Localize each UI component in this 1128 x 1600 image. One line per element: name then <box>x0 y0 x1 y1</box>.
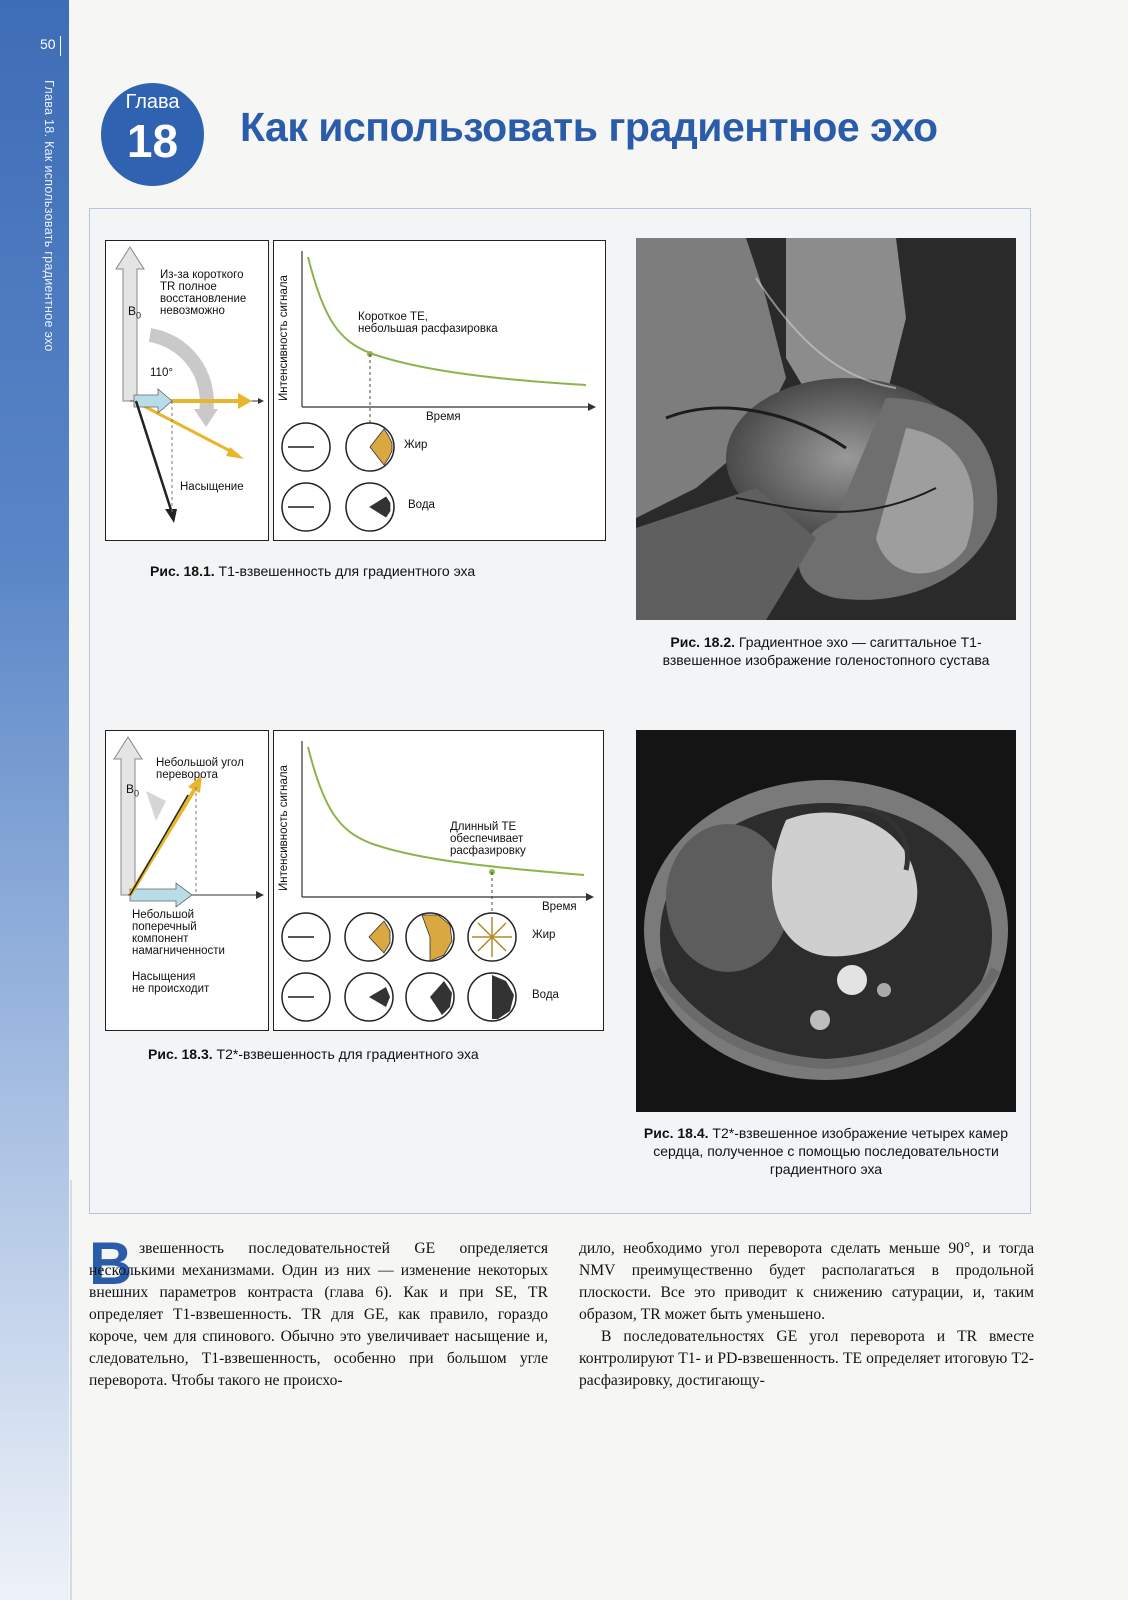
fig1-xlabel: Время <box>426 411 461 423</box>
fig1-b0-label: $B_0$ <box>128 304 142 321</box>
running-head: Глава 18. Как использовать градиентное эхо <box>42 80 56 352</box>
body-column-2 <box>579 1238 1034 1392</box>
fig1-vector-diagram <box>105 240 269 541</box>
fig1-ylabel: Интенсивность сигнала <box>278 275 290 401</box>
fig3-fat-label: Жир <box>532 929 556 941</box>
chapter-badge <box>101 83 204 186</box>
fig3-te-note: Длинный ТЕ обеспечивает расфазировку <box>450 821 526 857</box>
body-column-2-paragraph-1: дило, необходимо угол переворота сделать меньше 90°, и тогда NMV преимущественно будет располагаться в продольной плоскости. Все это приводит к снижению сатурации, и, таким образом, TR может быть уменьшено. <box>579 1240 1034 1323</box>
fig3-ylabel: Интенсивность сигнала <box>278 765 290 891</box>
fig3-transverse-note: Небольшой поперечный компонент намагниченности <box>132 909 225 957</box>
dropcap: В <box>89 1230 133 1297</box>
spine-line <box>70 1180 72 1600</box>
fig1-saturation-label: Насыщение <box>180 481 244 493</box>
fig3-no-saturation-note: Насыщения не происходит <box>132 971 210 995</box>
fig3-caption: Рис. 18.3. Т2*-взвешенность для градиентного эха <box>148 1046 479 1062</box>
fig1-angle-label: 110° <box>150 367 173 379</box>
fig2-mri-drawing <box>636 238 1016 620</box>
fig1-short-tr-note: Из-за короткого TR полное восстановление невозможно <box>160 269 247 317</box>
fig3-small-flip-note: Небольшой угол переворота <box>156 757 244 781</box>
fig4-cardiac-mri-image <box>636 730 1016 1112</box>
fig3-signal-svg <box>274 731 603 1030</box>
body-column-2-paragraph-2: В последовательностях GE угол переворота и TR вместе контролируют Т1- и PD-взвешенность. ТЕ определяет итоговую Т2-расфазировку, достигающу- <box>579 1328 1034 1389</box>
chapter-title: Как использовать градиентное эхо <box>240 104 938 150</box>
fig3-vector-diagram <box>105 730 269 1031</box>
chapter-label: Глава <box>125 91 180 113</box>
fig1-signal-diagram <box>273 240 606 541</box>
fig2-ankle-mri-image <box>636 238 1016 620</box>
page-number-rule <box>60 36 61 56</box>
fig1-fat-label: Жир <box>404 439 428 451</box>
fig2-caption: Рис. 18.2. Градиентное эхо — сагиттальное Т1-взвешенное изображение голеностопного сустава <box>662 634 990 668</box>
sidebar-band <box>0 0 69 1600</box>
chapter-number: 18 <box>126 115 179 167</box>
fig3-xlabel: Время <box>542 901 577 913</box>
fig4-mri-drawing <box>636 730 1016 1112</box>
fig1-water-label: Вода <box>408 499 435 511</box>
fig1-caption: Рис. 18.1. Т1-взвешенность для градиентного эха <box>150 563 476 579</box>
fig3-b0-label: $B_0$ <box>126 782 140 799</box>
fig4-caption: Рис. 18.4. Т2*-взвешенное изображение четырех камер сердца, полученное с помощью последовательности градиентного эха <box>643 1125 1009 1177</box>
page-number: 50 <box>40 36 56 52</box>
fig3-signal-diagram <box>273 730 604 1031</box>
body-column-1: звешенность последовательностей GE определяется несколькими механизмами. Один из них — изменение некоторых внешних параметров контраста (глава 6). Как и при SE, TR определяет Т1-взвешенность. TR для GE, как правило, гораздо короче, чем для спинового. Обычно это увеличивает насыщение и, следовательно, Т1-взвешенность, особенно при большом угле переворота. Чтобы такого не происхо- <box>89 1240 548 1389</box>
fig1-te-note: Короткое ТЕ, небольшая расфазировка <box>358 311 498 335</box>
fig3-water-label: Вода <box>532 989 559 1001</box>
fig1-signal-svg <box>274 241 605 540</box>
